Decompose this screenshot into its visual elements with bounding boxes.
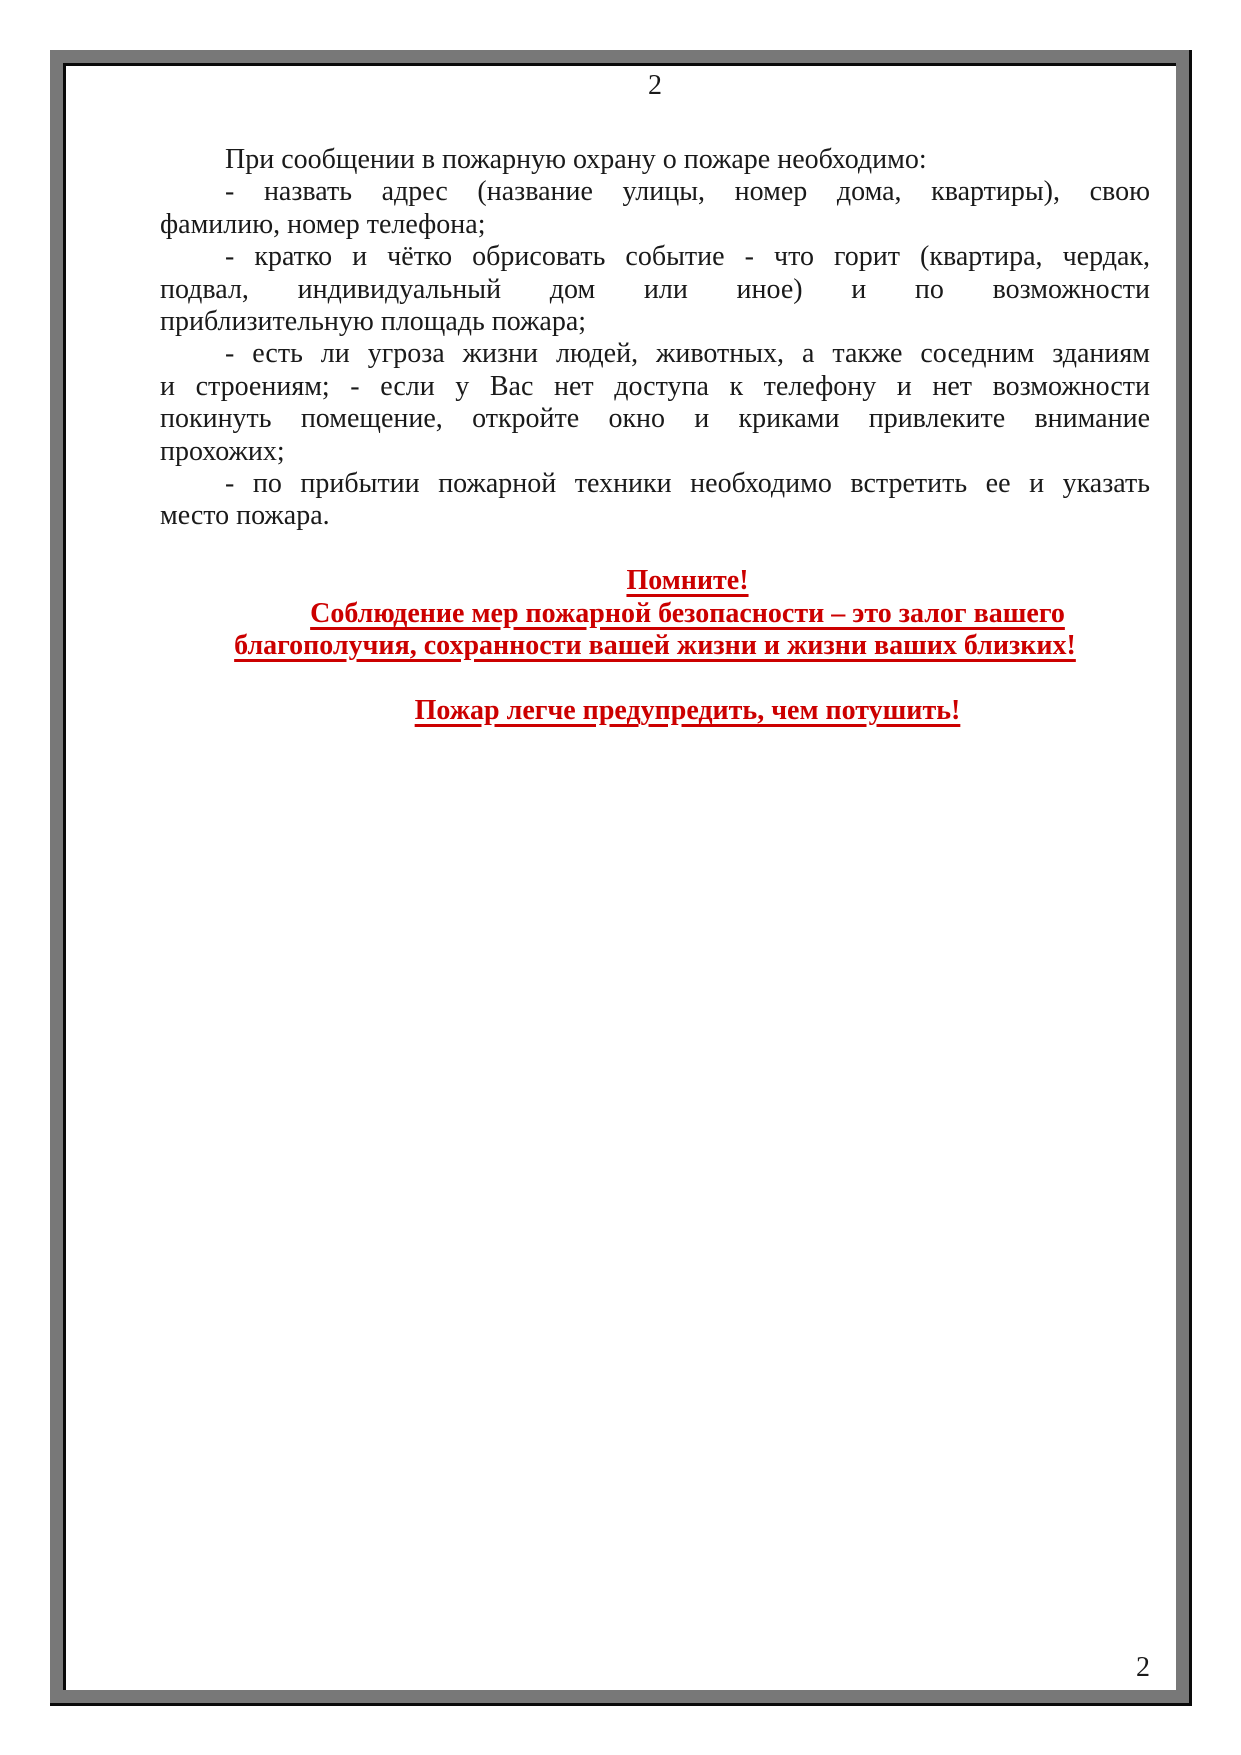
- text-line: место пожара.: [160, 500, 330, 532]
- document-body: [160, 144, 1150, 727]
- paragraph-intro: [160, 144, 1150, 176]
- document-page: [63, 63, 1176, 1690]
- text-line: - по прибытии пожарной техники необходимо встретить ее и указать: [225, 468, 1150, 500]
- text-line: - кратко и чётко обрисовать событие - что горит (квартира, чердак,: [225, 241, 1150, 273]
- paragraph-threat-to-life: [160, 338, 1150, 468]
- page-frame: [50, 50, 1192, 1706]
- text-line: приблизительную площадь пожара;: [160, 306, 587, 338]
- text-line: Соблюдение мер пожарной безопасности – это залог вашего: [310, 597, 1065, 629]
- paragraph-meet-fire-trucks: [160, 468, 1150, 533]
- text-line: - есть ли угроза жизни людей, животных, а также соседним зданиям: [225, 338, 1150, 370]
- paragraph-describe-event: [160, 241, 1150, 338]
- text-line: подвал, индивидуальный дом или иное) и по возможности: [160, 273, 1150, 305]
- text-line: Помните!: [626, 565, 749, 597]
- text-line: фамилию, номер телефона;: [160, 208, 486, 240]
- text-line: - назвать адрес (название улицы, номер дома, квартиры), свою: [225, 176, 1150, 208]
- paragraph-call-address: [160, 176, 1150, 241]
- text-line: и строениям; - если у Вас нет доступа к телефону и нет возможности: [160, 370, 1150, 402]
- text-line: Пожар легче предупредить, чем потушить!: [414, 694, 961, 726]
- safety-slogan: [160, 598, 1150, 663]
- text-line: покинуть помещение, откройте окно и криками привлеките внимание: [160, 403, 1150, 435]
- header-page-number: 2: [648, 70, 662, 101]
- text-line: При сообщении в пожарную охрану о пожаре необходимо:: [225, 144, 927, 175]
- page-frame-gray-band: [50, 50, 1189, 1703]
- page-header: [160, 66, 1150, 102]
- text-line: прохожих;: [160, 435, 285, 467]
- remember-heading: [160, 565, 1150, 597]
- text-line: благополучия, сохранности вашей жизни и жизни ваших близких!: [234, 630, 1076, 662]
- prevention-slogan: [160, 695, 1150, 727]
- footer-page-number: 2: [1136, 1652, 1150, 1683]
- page-footer: [1136, 1654, 1150, 1682]
